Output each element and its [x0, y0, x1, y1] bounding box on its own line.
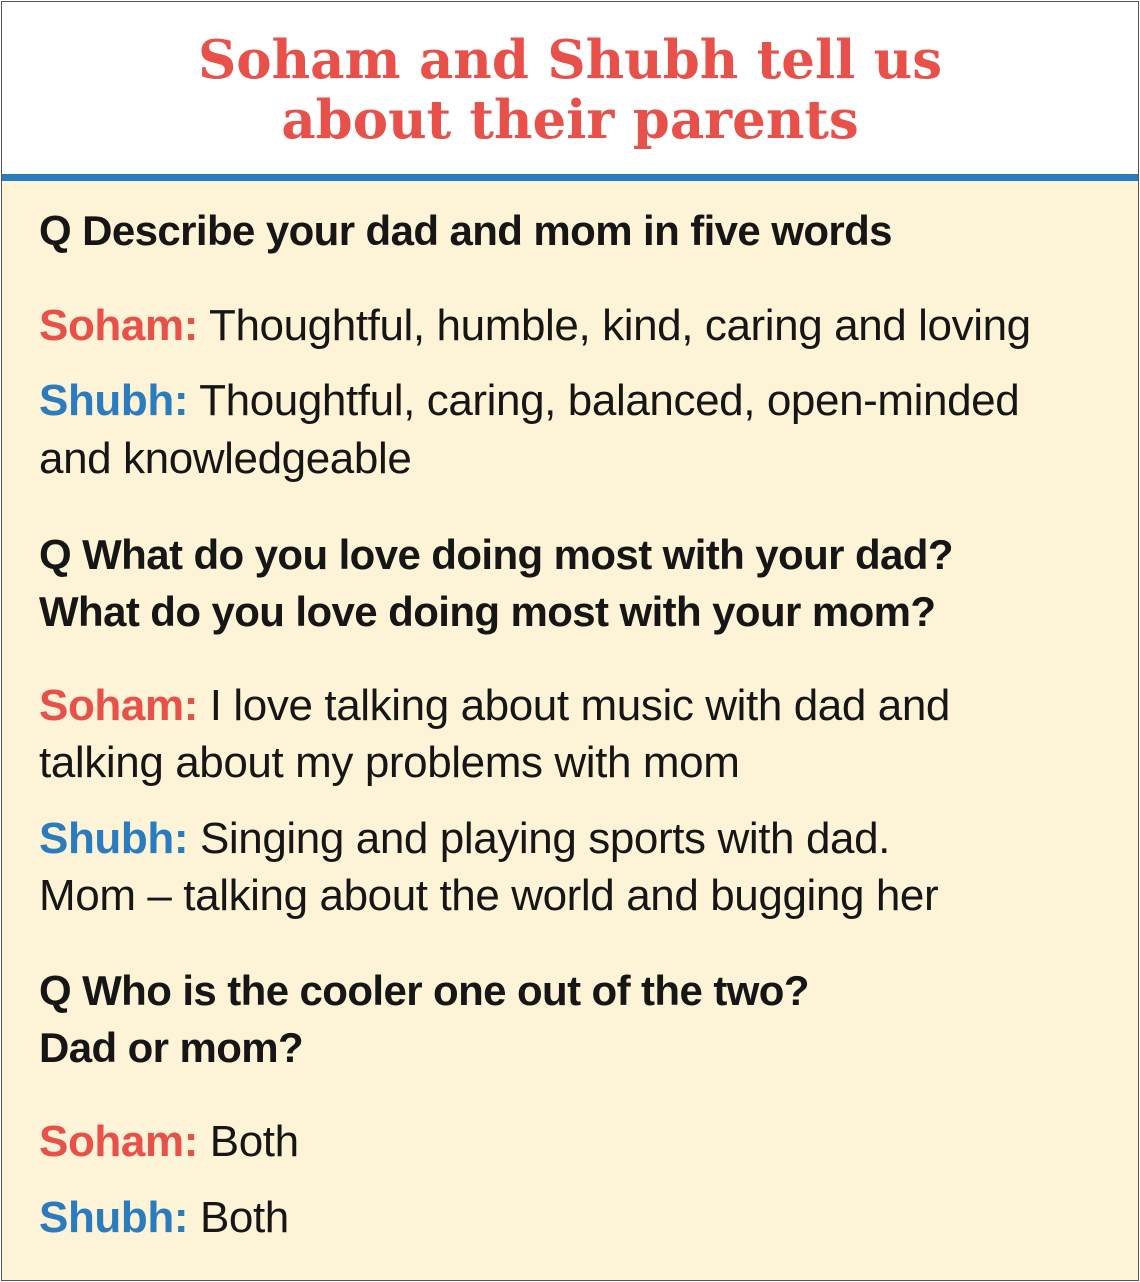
answer-shubh-3: [39, 1193, 289, 1243]
speaker-name-soham: Soham:: [39, 301, 198, 350]
interview-card: [1, 1, 1139, 1281]
title-line-1: Soham and Shubh tell us: [197, 29, 943, 91]
answer-soham-2-line-2: talking about my problems with mom: [39, 738, 740, 787]
answer-text: Both: [199, 1193, 289, 1242]
speaker-name-soham: Soham:: [39, 681, 198, 730]
answer-shubh-2: [39, 814, 890, 864]
question-2-line-2: What do you love doing most with your mom?: [39, 588, 936, 635]
title-line-2: about their parents: [281, 89, 859, 151]
speaker-name-shubh: Shubh:: [39, 376, 189, 425]
question-3-line-1: Q Who is the cooler one out of the two?: [39, 967, 809, 1014]
answer-shubh-2-line-2: Mom – talking about the world and bugging her: [39, 871, 939, 920]
speaker-name-shubh: Shubh:: [39, 1193, 189, 1242]
answer-text: Thoughtful, humble, kind, caring and loving: [208, 301, 1031, 350]
question-2-line-1: Q What do you love doing most with your dad?: [39, 531, 953, 578]
speaker-name-soham: Soham:: [39, 1117, 198, 1166]
answer-soham-1: [39, 301, 1031, 351]
answer-text: Both: [209, 1117, 299, 1166]
speaker-name-shubh: Shubh:: [39, 814, 189, 863]
question-3-line-2: Dad or mom?: [39, 1024, 304, 1071]
answer-soham-2: [39, 681, 950, 731]
answer-soham-3: [39, 1117, 299, 1167]
title-header: [2, 2, 1138, 181]
answer-text: Thoughtful, caring, balanced, open-minded: [199, 376, 1020, 425]
answer-text: I love talking about music with dad and: [209, 681, 950, 730]
question-1-line-1: Q Describe your dad and mom in five words: [39, 207, 892, 254]
answer-shubh-1: [39, 376, 1019, 426]
answer-shubh-1-line-2: and knowledgeable: [39, 434, 412, 483]
answer-text: Singing and playing sports with dad.: [199, 814, 890, 863]
